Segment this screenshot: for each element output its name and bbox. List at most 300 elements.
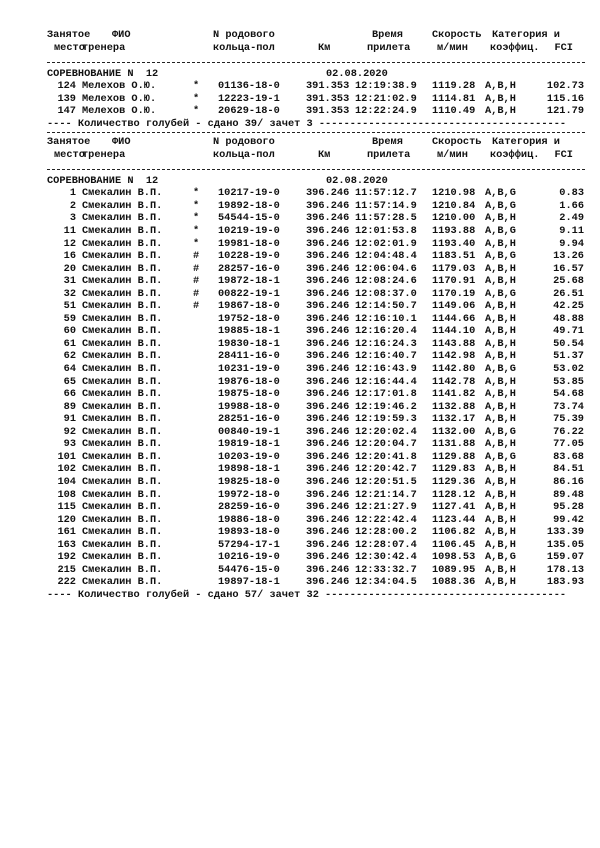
fci-coefficient: 178.13	[546, 563, 584, 576]
category: A,B,H	[485, 105, 516, 118]
ring-number: 20629-18-0	[218, 105, 280, 118]
ring-number: 10231-19-0	[218, 363, 280, 375]
category: A,B,H	[485, 325, 516, 338]
ring-number: 19875-18-0	[218, 388, 280, 401]
section-title-line	[0, 175, 600, 188]
arrival-time: 12:16:20.4	[355, 325, 417, 338]
section-summary: ---- Количество голубей - сдано 39/ зачет 3 ----------------------------------------	[47, 117, 567, 130]
table-row	[0, 476, 600, 489]
competition-date: 02.08.2020	[326, 67, 388, 80]
fci-coefficient: 75.39	[553, 413, 584, 426]
header-name-2: тренера	[82, 148, 126, 161]
fancier-name: Смекалин В.П.	[82, 212, 163, 225]
speed: 1170.19	[432, 287, 476, 300]
distance-km: 396.246	[306, 187, 350, 200]
ring-number: 19825-18-0	[218, 475, 280, 488]
speed: 1106.45	[432, 538, 476, 551]
distance-km: 396.246	[306, 300, 350, 313]
place: 222	[57, 576, 76, 589]
arrival-time: 11:57:28.5	[355, 212, 417, 225]
table-row	[0, 438, 600, 451]
category: A,B,H	[485, 488, 516, 501]
speed: 1193.40	[432, 237, 476, 250]
ring-number: 01136-18-0	[218, 80, 280, 93]
fancier-name: Смекалин В.П.	[82, 400, 163, 413]
marker: *	[193, 92, 200, 105]
fci-coefficient: 183.93	[546, 576, 584, 589]
ring-number: 10219-19-0	[218, 224, 280, 237]
ring-number: 19893-18-0	[218, 526, 280, 539]
distance-km: 396.246	[306, 312, 350, 325]
ring-number: 00840-19-1	[218, 425, 280, 438]
arrival-time: 12:16:43.9	[355, 363, 417, 375]
marker: *	[193, 212, 200, 225]
table-row	[0, 200, 600, 213]
place: 32	[63, 287, 76, 300]
header-km: Км	[318, 41, 331, 54]
header-time: Время	[372, 136, 403, 149]
category: A,B,H	[485, 375, 516, 388]
category: A,B,G	[485, 363, 516, 375]
fci-coefficient: 84.51	[553, 463, 584, 476]
fci-coefficient: 86.16	[553, 475, 584, 488]
arrival-time: 12:06:04.6	[355, 262, 417, 275]
distance-km: 396.246	[306, 262, 350, 275]
header-time-2: прилета	[367, 41, 411, 54]
marker: #	[193, 300, 200, 313]
place: 59	[63, 312, 76, 325]
arrival-time: 12:08:24.6	[355, 275, 417, 288]
fci-coefficient: 102.73	[546, 80, 584, 93]
competition-title: СОРЕВНОВАНИЕ N 12	[47, 174, 159, 187]
table-row	[0, 325, 600, 338]
table-row	[0, 275, 600, 288]
header-place: Занятое	[47, 136, 91, 149]
category: A,B,H	[485, 337, 516, 350]
fancier-name: Смекалин В.П.	[82, 450, 163, 463]
speed: 1149.06	[432, 300, 476, 313]
category: A,B,H	[485, 475, 516, 488]
place: 101	[57, 450, 76, 463]
distance-km: 396.246	[306, 325, 350, 338]
speed: 1183.51	[432, 250, 476, 263]
fci-coefficient: 48.88	[553, 312, 584, 325]
category: A,B,H	[485, 275, 516, 288]
table-row	[0, 551, 600, 564]
place: 66	[63, 388, 76, 401]
ring-number: 19872-18-1	[218, 275, 280, 288]
fancier-name: Смекалин В.П.	[82, 287, 163, 300]
fancier-name: Смекалин В.П.	[82, 425, 163, 438]
fci-coefficient: 13.26	[553, 250, 584, 263]
marker: *	[193, 237, 200, 250]
header-place: Занятое	[47, 29, 91, 41]
fancier-name: Смекалин В.П.	[82, 224, 163, 237]
category: A,B,H	[485, 413, 516, 426]
marker: *	[193, 80, 200, 93]
place: 3	[69, 212, 76, 225]
category: A,B,G	[485, 425, 516, 438]
distance-km: 396.246	[306, 450, 350, 463]
distance-km: 396.246	[306, 337, 350, 350]
place: 120	[57, 513, 76, 526]
speed: 1179.03	[432, 262, 476, 275]
place: 93	[63, 438, 76, 451]
fci-coefficient: 9.94	[559, 237, 584, 250]
ring-number: 19892-18-0	[218, 199, 280, 212]
fancier-name: Мелехов О.Ю.	[82, 80, 157, 93]
header-name: ФИО	[112, 29, 131, 41]
ring-number: 57294-17-1	[218, 538, 280, 551]
distance-km: 396.246	[306, 438, 350, 451]
arrival-time: 12:34:04.5	[355, 576, 417, 589]
table-row	[0, 376, 600, 389]
category: A,B,H	[485, 92, 516, 105]
distance-km: 396.246	[306, 526, 350, 539]
place: 12	[63, 237, 76, 250]
table-row	[0, 451, 600, 464]
speed: 1132.00	[432, 425, 476, 438]
ring-number: 12223-19-1	[218, 92, 280, 105]
arrival-time: 12:14:50.7	[355, 300, 417, 313]
arrival-time: 12:33:32.7	[355, 563, 417, 576]
arrival-time: 12:21:27.9	[355, 501, 417, 514]
distance-km: 396.246	[306, 275, 350, 288]
ring-number: 19885-18-1	[218, 325, 280, 338]
arrival-time: 12:30:42.4	[355, 551, 417, 564]
fci-coefficient: 73.74	[553, 400, 584, 413]
header-place-2: место	[54, 41, 85, 54]
fci-coefficient: 89.48	[553, 488, 584, 501]
fci-coefficient: 83.68	[553, 450, 584, 463]
speed: 1210.84	[432, 199, 476, 212]
place: 61	[63, 337, 76, 350]
column-header-line-2	[0, 149, 600, 162]
speed: 1114.81	[432, 92, 476, 105]
speed: 1123.44	[432, 513, 476, 526]
distance-km: 396.246	[306, 576, 350, 589]
place: 104	[57, 475, 76, 488]
fancier-name: Смекалин В.П.	[82, 576, 163, 589]
category: A,B,H	[485, 312, 516, 325]
fci-coefficient: 26.51	[553, 287, 584, 300]
fci-coefficient: 42.25	[553, 300, 584, 313]
table-row	[0, 313, 600, 326]
arrival-time: 11:57:14.9	[355, 199, 417, 212]
category: A,B,G	[485, 199, 516, 212]
table-row	[0, 363, 600, 376]
distance-km: 396.246	[306, 212, 350, 225]
fancier-name: Смекалин В.П.	[82, 337, 163, 350]
header-fci: FCI	[554, 41, 573, 54]
column-header-line-1	[0, 136, 600, 149]
arrival-time: 12:19:59.3	[355, 413, 417, 426]
table-row	[0, 338, 600, 351]
ring-number: 19886-18-0	[218, 513, 280, 526]
fancier-name: Смекалин В.П.	[82, 375, 163, 388]
distance-km: 396.246	[306, 363, 350, 375]
fci-coefficient: 53.85	[553, 375, 584, 388]
header-coef: коэффиц.	[490, 148, 540, 161]
category: A,B,G	[485, 450, 516, 463]
ring-number: 19898-18-1	[218, 463, 280, 476]
table-row	[0, 514, 600, 527]
ring-number: 19981-18-0	[218, 237, 280, 250]
fci-coefficient: 115.16	[546, 92, 584, 105]
speed: 1129.36	[432, 475, 476, 488]
place: 89	[63, 400, 76, 413]
arrival-time: 12:21:02.9	[355, 92, 417, 105]
arrival-time: 12:16:40.7	[355, 350, 417, 363]
category: A,B,H	[485, 262, 516, 275]
place: 215	[57, 563, 76, 576]
fancier-name: Смекалин В.П.	[82, 501, 163, 514]
fci-coefficient: 9.11	[559, 224, 584, 237]
table-row	[0, 388, 600, 401]
distance-km: 391.353	[306, 80, 350, 93]
ring-number: 54476-15-0	[218, 563, 280, 576]
table-row	[0, 80, 600, 93]
place: 108	[57, 488, 76, 501]
speed: 1110.49	[432, 105, 476, 118]
arrival-time: 12:16:24.3	[355, 337, 417, 350]
ring-number: 10228-19-0	[218, 250, 280, 263]
distance-km: 396.246	[306, 375, 350, 388]
fancier-name: Смекалин В.П.	[82, 237, 163, 250]
arrival-time: 12:08:37.0	[355, 287, 417, 300]
arrival-time: 12:20:02.4	[355, 425, 417, 438]
fancier-name: Смекалин В.П.	[82, 526, 163, 539]
header-ring: N родового	[213, 29, 275, 41]
speed: 1132.17	[432, 413, 476, 426]
fancier-name: Смекалин В.П.	[82, 513, 163, 526]
distance-km: 396.246	[306, 475, 350, 488]
speed: 1119.28	[432, 80, 476, 93]
distance-km: 391.353	[306, 105, 350, 118]
table-row	[0, 225, 600, 238]
competition-date: 02.08.2020	[326, 174, 388, 187]
speed: 1129.83	[432, 463, 476, 476]
category: A,B,H	[485, 513, 516, 526]
arrival-time: 12:16:10.1	[355, 312, 417, 325]
header-divider	[47, 169, 585, 170]
speed: 1144.10	[432, 325, 476, 338]
speed: 1089.95	[432, 563, 476, 576]
fancier-name: Смекалин В.П.	[82, 312, 163, 325]
category: A,B,H	[485, 438, 516, 451]
ring-number: 28259-16-0	[218, 501, 280, 514]
block-divider	[47, 132, 585, 133]
ring-number: 19819-18-1	[218, 438, 280, 451]
header-name: ФИО	[112, 136, 131, 149]
fancier-name: Смекалин В.П.	[82, 350, 163, 363]
header-category: Категория и	[492, 136, 560, 149]
table-row	[0, 263, 600, 276]
column-header-line-1	[0, 29, 600, 42]
distance-km: 396.246	[306, 388, 350, 401]
header-fci: FCI	[554, 148, 573, 161]
distance-km: 396.246	[306, 425, 350, 438]
category: A,B,H	[485, 576, 516, 589]
fancier-name: Смекалин В.П.	[82, 463, 163, 476]
header-ring: N родового	[213, 136, 275, 149]
marker: *	[193, 187, 200, 200]
speed: 1132.88	[432, 400, 476, 413]
ring-number: 54544-15-0	[218, 212, 280, 225]
arrival-time: 12:22:24.9	[355, 105, 417, 118]
distance-km: 396.246	[306, 199, 350, 212]
place: 51	[63, 300, 76, 313]
table-row	[0, 238, 600, 251]
speed: 1098.53	[432, 551, 476, 564]
speed: 1131.88	[432, 438, 476, 451]
fancier-name: Смекалин В.П.	[82, 187, 163, 200]
category: A,B,H	[485, 350, 516, 363]
table-row	[0, 93, 600, 106]
fancier-name: Смекалин В.П.	[82, 250, 163, 263]
distance-km: 396.246	[306, 287, 350, 300]
speed: 1210.00	[432, 212, 476, 225]
fci-coefficient: 25.68	[553, 275, 584, 288]
speed: 1142.98	[432, 350, 476, 363]
category: A,B,H	[485, 463, 516, 476]
distance-km: 391.353	[306, 92, 350, 105]
distance-km: 396.246	[306, 563, 350, 576]
table-row	[0, 539, 600, 552]
arrival-time: 12:20:42.7	[355, 463, 417, 476]
fci-coefficient: 54.68	[553, 388, 584, 401]
place: 124	[57, 80, 76, 93]
header-place-2: место	[54, 148, 85, 161]
speed: 1106.82	[432, 526, 476, 539]
header-speed: Скорость	[432, 29, 482, 41]
header-time-2: прилета	[367, 148, 411, 161]
distance-km: 396.246	[306, 538, 350, 551]
category: A,B,G	[485, 551, 516, 564]
section-title-line	[0, 68, 600, 81]
fancier-name: Смекалин В.П.	[82, 563, 163, 576]
header-speed: Скорость	[432, 136, 482, 149]
table-row	[0, 564, 600, 577]
fci-coefficient: 135.05	[546, 538, 584, 551]
arrival-time: 12:19:38.9	[355, 80, 417, 93]
place: 192	[57, 551, 76, 564]
table-row	[0, 489, 600, 502]
distance-km: 396.246	[306, 250, 350, 263]
category: A,B,H	[485, 538, 516, 551]
fci-coefficient: 99.42	[553, 513, 584, 526]
speed: 1143.88	[432, 337, 476, 350]
column-header-line-2	[0, 42, 600, 55]
category: A,B,G	[485, 224, 516, 237]
category: A,B,H	[485, 501, 516, 514]
ring-number: 28251-16-0	[218, 413, 280, 426]
arrival-time: 12:20:51.5	[355, 475, 417, 488]
table-row	[0, 187, 600, 200]
place: 11	[63, 224, 76, 237]
ring-number: 10203-19-0	[218, 450, 280, 463]
marker: #	[193, 287, 200, 300]
place: 31	[63, 275, 76, 288]
arrival-time: 12:20:41.8	[355, 450, 417, 463]
fancier-name: Смекалин В.П.	[82, 475, 163, 488]
category: A,B,H	[485, 300, 516, 313]
speed: 1141.82	[432, 388, 476, 401]
fci-coefficient: 159.07	[546, 551, 584, 564]
place: 2	[69, 199, 76, 212]
fancier-name: Смекалин В.П.	[82, 551, 163, 564]
arrival-time: 12:22:42.4	[355, 513, 417, 526]
distance-km: 396.246	[306, 413, 350, 426]
place: 62	[63, 350, 76, 363]
place: 91	[63, 413, 76, 426]
fci-coefficient: 0.83	[559, 187, 584, 200]
header-ring-2: кольца-пол	[213, 148, 275, 161]
speed: 1144.66	[432, 312, 476, 325]
arrival-time: 12:28:07.4	[355, 538, 417, 551]
place: 65	[63, 375, 76, 388]
ring-number: 00822-19-1	[218, 287, 280, 300]
ring-number: 19897-18-1	[218, 576, 280, 589]
speed: 1127.41	[432, 501, 476, 514]
distance-km: 396.246	[306, 463, 350, 476]
header-ring-2: кольца-пол	[213, 41, 275, 54]
arrival-time: 12:16:44.4	[355, 375, 417, 388]
ring-number: 19752-18-0	[218, 312, 280, 325]
speed: 1129.88	[432, 450, 476, 463]
arrival-time: 12:04:48.4	[355, 250, 417, 263]
place: 139	[57, 92, 76, 105]
marker: *	[193, 105, 200, 118]
ring-number: 19830-18-1	[218, 337, 280, 350]
place: 115	[57, 501, 76, 514]
ring-number: 28257-16-0	[218, 262, 280, 275]
distance-km: 396.246	[306, 350, 350, 363]
arrival-time: 11:57:12.7	[355, 187, 417, 200]
place: 16	[63, 250, 76, 263]
place: 147	[57, 105, 76, 118]
ring-number: 19876-18-0	[218, 375, 280, 388]
header-coef: коэффиц.	[490, 41, 540, 54]
ring-number: 19867-18-0	[218, 300, 280, 313]
fancier-name: Смекалин В.П.	[82, 438, 163, 451]
category: A,B,H	[485, 400, 516, 413]
distance-km: 396.246	[306, 488, 350, 501]
fci-coefficient: 95.28	[553, 501, 584, 514]
header-category: Категория и	[492, 29, 560, 41]
marker: *	[193, 199, 200, 212]
marker: #	[193, 262, 200, 275]
table-row	[0, 350, 600, 363]
table-row	[0, 413, 600, 426]
category: A,B,H	[485, 526, 516, 539]
ring-number: 10216-19-0	[218, 551, 280, 564]
category: A,B,H	[485, 237, 516, 250]
fancier-name: Мелехов О.Ю.	[82, 105, 157, 118]
place: 1	[69, 187, 76, 200]
fancier-name: Смекалин В.П.	[82, 413, 163, 426]
table-row	[0, 401, 600, 414]
arrival-time: 12:17:01.8	[355, 388, 417, 401]
arrival-time: 12:28:00.2	[355, 526, 417, 539]
fci-coefficient: 76.22	[553, 425, 584, 438]
fci-coefficient: 121.79	[546, 105, 584, 118]
arrival-time: 12:02:01.9	[355, 237, 417, 250]
category: A,B,H	[485, 388, 516, 401]
header-divider	[47, 62, 585, 63]
fci-coefficient: 51.37	[553, 350, 584, 363]
fancier-name: Смекалин В.П.	[82, 388, 163, 401]
